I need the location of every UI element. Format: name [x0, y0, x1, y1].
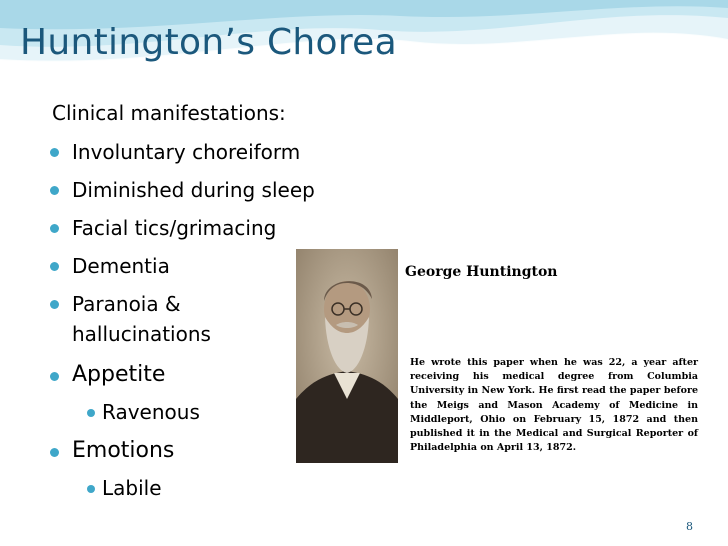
page-number: 8	[686, 520, 693, 533]
bullet-icon	[50, 300, 59, 309]
bullet-icon	[50, 262, 59, 271]
bullet-hallucinations: hallucinations	[72, 322, 211, 346]
bullet-diminished-sleep: Diminished during sleep	[72, 178, 315, 202]
bullet-icon	[50, 448, 59, 457]
slide-title: Huntington’s Chorea	[20, 22, 397, 63]
bullet-icon	[50, 224, 59, 233]
bullet-involuntary-choreiform: Involuntary choreiform	[72, 140, 301, 164]
bullet-facial-tics: Facial tics/grimacing	[72, 216, 277, 240]
caption-text: He wrote this paper when he was 22, a year after receiving his medical degree from Columbia University in New York. He first read the paper before the Meigs and Mason Academy of Medicine in Middleport, Ohio on February 15, 1872 and then published it in the Medical and Surgical Reporter of Philadelphia on April 13, 1872.	[410, 357, 698, 454]
portrait-photo	[296, 249, 398, 463]
bullet-icon	[50, 186, 59, 195]
bullet-icon	[50, 148, 59, 157]
bullet-emotions: Emotions	[72, 438, 175, 463]
sub-bullet-labile: Labile	[102, 476, 162, 500]
bullet-icon	[50, 372, 59, 381]
caption-name: George Huntington	[405, 264, 558, 280]
sub-bullet-ravenous: Ravenous	[102, 400, 200, 424]
bullet-dementia: Dementia	[72, 254, 170, 278]
sub-bullet-icon	[87, 409, 95, 417]
bullet-paranoia: Paranoia &	[72, 292, 181, 316]
intro-text: Clinical manifestations:	[52, 101, 286, 125]
sub-bullet-icon	[87, 485, 95, 493]
bullet-appetite: Appetite	[72, 362, 166, 387]
